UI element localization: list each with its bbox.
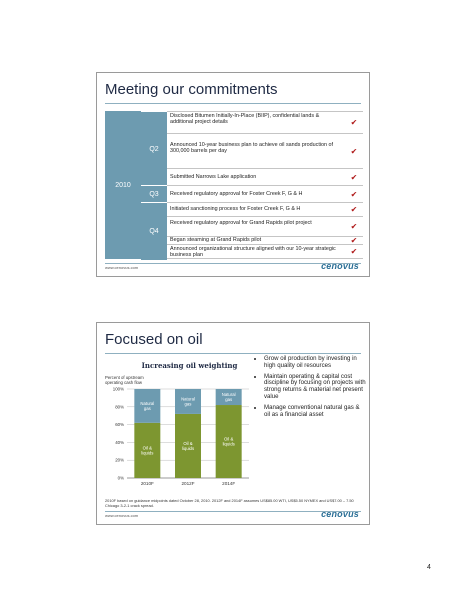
check-icon: ✔ xyxy=(345,244,363,259)
bar-label: Oil & xyxy=(183,440,193,446)
x-tick-label: 2010F xyxy=(140,481,154,486)
quarter-cell-q4: Q4 xyxy=(141,202,167,260)
bar-label: Natural xyxy=(140,400,155,406)
bar-label: gas xyxy=(184,401,192,407)
y-tick-label: 20% xyxy=(115,457,124,463)
y-tick-label: 0% xyxy=(117,475,124,481)
bar-label: liquids xyxy=(181,445,195,451)
table-row: Announced 10-year business plan to achieve oil sands production of 300,000 barrels per day xyxy=(167,133,345,168)
x-tick-label: 2014F xyxy=(222,481,236,486)
y-tick-label: 100% xyxy=(112,386,124,392)
table-row: Received regulatory approval for Grand Rapids pilot project xyxy=(167,216,345,236)
slide-meeting-commitments xyxy=(96,72,370,277)
table-row: Disclosed Bitumen Initially-In-Place (BIIP), confidential lands & additional project details xyxy=(167,111,345,133)
year-cell: 2010 xyxy=(105,111,141,259)
quarter-cell-q2: Q2 xyxy=(141,111,167,186)
bar-label: Natural xyxy=(221,392,236,398)
footer-url: www.cenovus.com xyxy=(105,265,139,270)
footnote: 2010F based on guidance midpoints dated October 28, 2010. 2012F and 2014F assumes US$85.00 WTI, US$5.50 NYMEX and US$7.00 – 7.50 Chicago 3-2-1 crack spread. xyxy=(105,498,354,508)
quarter-cell-q3: Q3 xyxy=(141,185,167,203)
check-icon: ✔ xyxy=(345,216,363,236)
check-icon: ✔ xyxy=(345,185,363,202)
bar-label: Oil & xyxy=(224,436,234,442)
check-icon: ✔ xyxy=(345,111,363,133)
bullet-item: • Grow oil production by investing in high quality oil resources xyxy=(264,356,367,370)
bullet-item: • Maintain operating & capital cost discipline by focusing on projects with strong returns & material net present value xyxy=(264,374,367,401)
y-tick-label: 60% xyxy=(115,422,124,428)
table-row: Began steaming at Grand Rapids pilot xyxy=(167,236,345,244)
cenovus-logo: cenovus xyxy=(321,509,359,519)
slide-focused-on-oil xyxy=(96,322,370,525)
bar-label: gas xyxy=(225,397,233,403)
slide-title: Focused on oil xyxy=(105,331,203,348)
check-icon: ✔ xyxy=(345,236,363,244)
check-icon: ✔ xyxy=(345,202,363,216)
table-row: Submitted Narrows Lake application xyxy=(167,168,345,185)
y-tick-label: 40% xyxy=(115,439,124,445)
bar-label: Natural xyxy=(181,396,195,402)
table-row: Announced organizational structure aligned with our 10-year strategic business plan xyxy=(167,244,345,259)
check-icon: ✔ xyxy=(345,168,363,185)
y-tick-label: 80% xyxy=(115,404,124,410)
chart-title: Increasing oil weighting xyxy=(141,361,238,370)
footer-url: www.cenovus.com xyxy=(105,513,139,518)
title-divider xyxy=(105,103,361,104)
x-tick-label: 2012F xyxy=(181,481,195,486)
commitments-table xyxy=(105,111,363,259)
table-row: Received regulatory approval for Foster Creek F, G & H xyxy=(167,185,345,202)
cenovus-logo: cenovus xyxy=(321,261,359,271)
page-number: 4 xyxy=(427,564,431,571)
bar-label: liquids xyxy=(141,450,154,456)
chart-y-axis-label: Percent of upstream operating cash flow xyxy=(105,375,144,385)
check-icon: ✔ xyxy=(345,133,363,168)
table-row: Initiated sanctioning process for Foster Creek F, G & H xyxy=(167,202,345,216)
bullet-list xyxy=(255,356,367,422)
bullet-item: • Manage conventional natural gas & oil as a financial asset xyxy=(264,405,367,419)
bar-label: liquids xyxy=(222,441,235,447)
title-divider xyxy=(105,353,361,354)
bar-label: gas xyxy=(143,405,151,411)
oil-weighting-chart xyxy=(105,383,253,495)
bar-label: Oil & xyxy=(142,445,152,451)
slide-title: Meeting our commitments xyxy=(105,81,278,98)
